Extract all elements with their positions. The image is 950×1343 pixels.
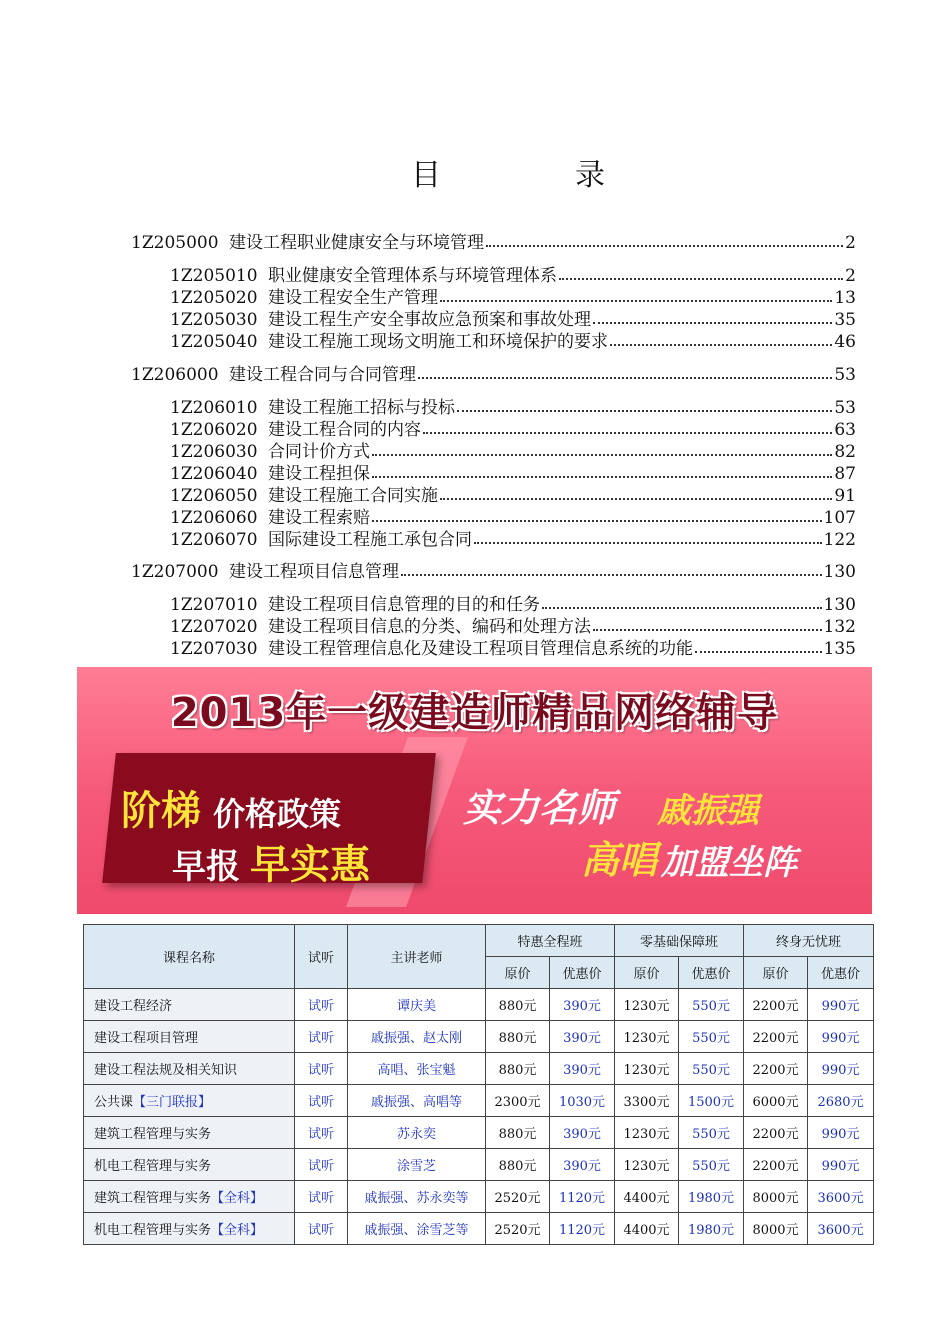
table-row <box>84 1181 874 1213</box>
toc-title: 职业健康安全管理体系与环境管理体系 <box>268 266 557 286</box>
toc-leader <box>593 615 822 631</box>
header-group-2: 零基础保障班 <box>615 925 744 957</box>
toc-entry[interactable] <box>170 485 856 507</box>
header-teacher: 主讲老师 <box>348 925 486 989</box>
course-name: 建筑工程管理与实务 <box>94 1127 212 1142</box>
original-price: 8000元 <box>744 1181 808 1213</box>
toc-code: 1Z207000 <box>131 562 219 582</box>
toc-title: 建设工程安全生产管理 <box>268 288 438 308</box>
trial-link[interactable]: 试听 <box>295 1213 348 1245</box>
original-price: 3300元 <box>615 1085 679 1117</box>
toc-title: 建设工程项目信息的分类、编码和处理方法 <box>268 617 591 637</box>
toc-leader <box>401 560 822 576</box>
trial-link[interactable]: 试听 <box>295 1021 348 1053</box>
toc-code: 1Z207010 <box>170 595 258 615</box>
toc-title: 建设工程合同与合同管理 <box>229 365 416 385</box>
course-name-cell <box>84 1149 295 1181</box>
table-row <box>84 1213 874 1245</box>
sale-price: 1980元 <box>679 1181 744 1213</box>
trial-link[interactable]: 试听 <box>295 1085 348 1117</box>
original-price: 880元 <box>486 1053 550 1085</box>
sale-price: 990元 <box>808 1021 874 1053</box>
sale-price: 990元 <box>808 1149 874 1181</box>
banner-early-report-text: 早报 <box>172 847 240 887</box>
toc-page-number: 2 <box>845 266 856 286</box>
toc-title: 建设工程生产安全事故应急预案和事故处理 <box>268 310 591 330</box>
header-original-3: 原价 <box>744 957 808 989</box>
toc-entry[interactable] <box>170 441 856 463</box>
original-price: 6000元 <box>744 1085 808 1117</box>
toc-leader <box>440 286 832 302</box>
toc-page-number: 87 <box>834 464 856 484</box>
table-row <box>84 1021 874 1053</box>
sale-price: 1120元 <box>550 1181 615 1213</box>
sale-price: 2680元 <box>808 1085 874 1117</box>
toc-title: 建设工程管理信息化及建设工程项目管理信息系统的功能 <box>268 639 693 659</box>
toc-leader <box>593 308 832 324</box>
toc-title: 建设工程职业健康安全与环境管理 <box>229 233 484 253</box>
course-name: 建设工程经济 <box>94 999 173 1014</box>
trial-link[interactable]: 试听 <box>295 1149 348 1181</box>
promo-banner[interactable] <box>77 667 872 914</box>
toc-code: 1Z206010 <box>170 398 258 418</box>
toc-code: 1Z206060 <box>170 508 258 528</box>
toc-page-number: 91 <box>834 486 856 506</box>
original-price: 2520元 <box>486 1213 550 1245</box>
sale-price: 390元 <box>550 1021 615 1053</box>
course-tag-link[interactable]: 【全科】 <box>211 1223 264 1238</box>
toc-leader <box>486 231 843 247</box>
sale-price: 390元 <box>550 1053 615 1085</box>
original-price: 4400元 <box>615 1213 679 1245</box>
title-char-right: 录 <box>575 158 605 193</box>
sale-price: 1030元 <box>550 1085 615 1117</box>
original-price: 1230元 <box>615 989 679 1021</box>
teacher-link[interactable]: 苏永奕 <box>348 1117 486 1149</box>
toc-entry[interactable] <box>170 507 856 529</box>
original-price: 1230元 <box>615 1021 679 1053</box>
teacher-link[interactable]: 谭庆美 <box>348 989 486 1021</box>
sale-price: 390元 <box>550 1117 615 1149</box>
teacher-link[interactable]: 戚振强、涂雪芝等 <box>348 1213 486 1245</box>
sale-price: 3600元 <box>808 1213 874 1245</box>
header-original-1: 原价 <box>486 957 550 989</box>
toc-code: 1Z207030 <box>170 639 258 659</box>
toc-leader <box>695 637 822 653</box>
trial-link[interactable]: 试听 <box>295 1117 348 1149</box>
course-name-cell <box>84 1181 295 1213</box>
toc-leader <box>610 330 832 346</box>
toc-code: 1Z206050 <box>170 486 258 506</box>
toc-title: 建设工程施工现场文明施工和环境保护的要求 <box>268 332 608 352</box>
original-price: 880元 <box>486 989 550 1021</box>
sale-price: 550元 <box>679 1117 744 1149</box>
header-course: 课程名称 <box>84 925 295 989</box>
banner-gao-text: 高唱 <box>581 838 658 882</box>
toc-page-number: 135 <box>823 639 856 659</box>
course-price-table <box>83 924 874 1245</box>
course-name-cell <box>84 1053 295 1085</box>
toc-code: 1Z206070 <box>170 530 258 550</box>
toc-page-number: 53 <box>834 398 856 418</box>
teacher-link[interactable]: 戚振强、高唱等 <box>348 1085 486 1117</box>
sale-price: 1120元 <box>550 1213 615 1245</box>
toc-leader <box>474 528 822 544</box>
toc-title: 建设工程施工合同实施 <box>268 486 438 506</box>
toc-page-number: 107 <box>823 508 856 528</box>
page-title <box>0 150 950 198</box>
toc-entry[interactable] <box>170 265 856 287</box>
toc-entry[interactable] <box>170 463 856 485</box>
sale-price: 550元 <box>679 1053 744 1085</box>
toc-page-number: 63 <box>834 420 856 440</box>
toc-entry[interactable] <box>170 397 856 419</box>
original-price: 1230元 <box>615 1117 679 1149</box>
toc-code: 1Z206000 <box>131 365 219 385</box>
course-name-cell <box>84 1021 295 1053</box>
toc-page-number: 130 <box>823 595 856 615</box>
banner-ladder-text: 阶梯 <box>121 788 201 834</box>
toc-leader <box>542 593 822 609</box>
sale-price: 550元 <box>679 1149 744 1181</box>
original-price: 2200元 <box>744 989 808 1021</box>
course-tag-link[interactable]: 【全科】 <box>211 1191 264 1206</box>
sale-price: 3600元 <box>808 1181 874 1213</box>
toc-code: 1Z205000 <box>131 233 219 253</box>
trial-link[interactable]: 试听 <box>295 989 348 1021</box>
header-sale-2: 优惠价 <box>679 957 744 989</box>
toc-leader <box>559 264 843 280</box>
teacher-link[interactable]: 戚振强、苏永奕等 <box>348 1181 486 1213</box>
header-trial: 试听 <box>295 925 348 989</box>
original-price: 880元 <box>486 1149 550 1181</box>
sale-price: 990元 <box>808 1053 874 1085</box>
toc-code: 1Z205030 <box>170 310 258 330</box>
original-price: 2300元 <box>486 1085 550 1117</box>
header-sale-3: 优惠价 <box>808 957 874 989</box>
toc-page-number: 13 <box>834 288 856 308</box>
toc-code: 1Z205010 <box>170 266 258 286</box>
toc-title: 国际建设工程施工承包合同 <box>268 530 472 550</box>
original-price: 4400元 <box>615 1181 679 1213</box>
course-name: 建设工程项目管理 <box>94 1031 199 1046</box>
original-price: 880元 <box>486 1021 550 1053</box>
sale-price: 1980元 <box>679 1213 744 1245</box>
course-name: 建筑工程管理与实务 <box>94 1191 212 1206</box>
course-name-cell <box>84 1213 295 1245</box>
toc-entry[interactable] <box>170 594 856 616</box>
course-name-cell <box>84 989 295 1021</box>
course-name-cell <box>84 1085 295 1117</box>
banner-teacher-name: 戚振强 <box>657 791 759 831</box>
table-row <box>84 1053 874 1085</box>
header-original-2: 原价 <box>615 957 679 989</box>
toc-code: 1Z206030 <box>170 442 258 462</box>
course-name: 建设工程法规及相关知识 <box>94 1063 238 1078</box>
toc-title: 建设工程项目信息管理 <box>229 562 399 582</box>
toc-leader <box>372 462 832 478</box>
toc-page-number: 82 <box>834 442 856 462</box>
original-price: 1230元 <box>615 1149 679 1181</box>
toc-entry[interactable] <box>170 309 856 331</box>
toc-entry[interactable] <box>170 638 856 660</box>
header-group-1: 特惠全程班 <box>486 925 615 957</box>
toc-leader <box>423 418 832 434</box>
course-name: 机电工程管理与实务 <box>94 1223 212 1238</box>
original-price: 1230元 <box>615 1053 679 1085</box>
toc-code: 1Z207020 <box>170 617 258 637</box>
toc-leader <box>372 506 822 522</box>
original-price: 880元 <box>486 1117 550 1149</box>
toc-leader <box>372 440 832 456</box>
toc-entry[interactable] <box>131 561 856 583</box>
toc-entry[interactable] <box>170 419 856 441</box>
course-tag-link[interactable]: 【三门联报】 <box>133 1095 212 1110</box>
toc-page-number: 132 <box>823 617 856 637</box>
original-price: 2200元 <box>744 1021 808 1053</box>
toc-title: 建设工程施工招标与投标 <box>268 398 455 418</box>
toc-page-number: 35 <box>834 310 856 330</box>
toc-code: 1Z205040 <box>170 332 258 352</box>
banner-join-text: 加盟坐阵 <box>661 843 797 883</box>
sale-price: 1500元 <box>679 1085 744 1117</box>
header-sale-1: 优惠价 <box>550 957 615 989</box>
banner-early-discount-text: 早实惠 <box>250 842 370 888</box>
table-row <box>84 1117 874 1149</box>
toc-title: 合同计价方式 <box>268 442 370 462</box>
header-group-3: 终身无忧班 <box>744 925 874 957</box>
toc-page-number: 130 <box>823 562 856 582</box>
toc-code: 1Z205020 <box>170 288 258 308</box>
toc-code: 1Z206020 <box>170 420 258 440</box>
original-price: 8000元 <box>744 1213 808 1245</box>
teacher-link[interactable]: 涂雪芝 <box>348 1149 486 1181</box>
original-price: 2520元 <box>486 1181 550 1213</box>
toc-entry[interactable] <box>131 364 856 386</box>
sale-price: 390元 <box>550 989 615 1021</box>
sale-price: 550元 <box>679 989 744 1021</box>
toc-leader <box>457 396 832 412</box>
teacher-link[interactable]: 戚振强、赵太刚 <box>348 1021 486 1053</box>
toc-page-number: 2 <box>845 233 856 253</box>
original-price: 2200元 <box>744 1117 808 1149</box>
toc-leader <box>440 484 832 500</box>
toc-title: 建设工程项目信息管理的目的和任务 <box>268 595 540 615</box>
toc-code: 1Z206040 <box>170 464 258 484</box>
teacher-link[interactable]: 高唱、张宝魁 <box>348 1053 486 1085</box>
sale-price: 990元 <box>808 989 874 1021</box>
banner-teacher-text: 实力名师 <box>463 786 616 830</box>
toc-leader <box>418 363 832 379</box>
toc-entry[interactable] <box>170 331 856 353</box>
toc-entry[interactable] <box>170 616 856 638</box>
original-price: 2200元 <box>744 1149 808 1181</box>
toc-title: 建设工程担保 <box>268 464 370 484</box>
toc-page-number: 46 <box>834 332 856 352</box>
title-char-left: 目 <box>411 158 441 193</box>
trial-link[interactable]: 试听 <box>295 1181 348 1213</box>
sale-price: 390元 <box>550 1149 615 1181</box>
original-price: 2200元 <box>744 1053 808 1085</box>
sale-price: 990元 <box>808 1117 874 1149</box>
table-row <box>84 1085 874 1117</box>
course-name-cell <box>84 1117 295 1149</box>
sale-price: 550元 <box>679 1021 744 1053</box>
banner-headline: 2013年一级建造师精品网络辅导 <box>170 690 779 736</box>
banner-price-policy-text: 价格政策 <box>213 795 342 833</box>
toc-entry[interactable] <box>131 232 856 254</box>
toc-title: 建设工程合同的内容 <box>268 420 421 440</box>
trial-link[interactable]: 试听 <box>295 1053 348 1085</box>
toc-page-number: 122 <box>823 530 856 550</box>
toc-entry[interactable] <box>170 529 856 551</box>
table-row <box>84 1149 874 1181</box>
toc-title: 建设工程索赔 <box>268 508 370 528</box>
toc-entry[interactable] <box>170 287 856 309</box>
table-row <box>84 989 874 1021</box>
toc-page-number: 53 <box>834 365 856 385</box>
course-name: 公共课 <box>94 1095 134 1110</box>
course-name: 机电工程管理与实务 <box>94 1159 212 1174</box>
